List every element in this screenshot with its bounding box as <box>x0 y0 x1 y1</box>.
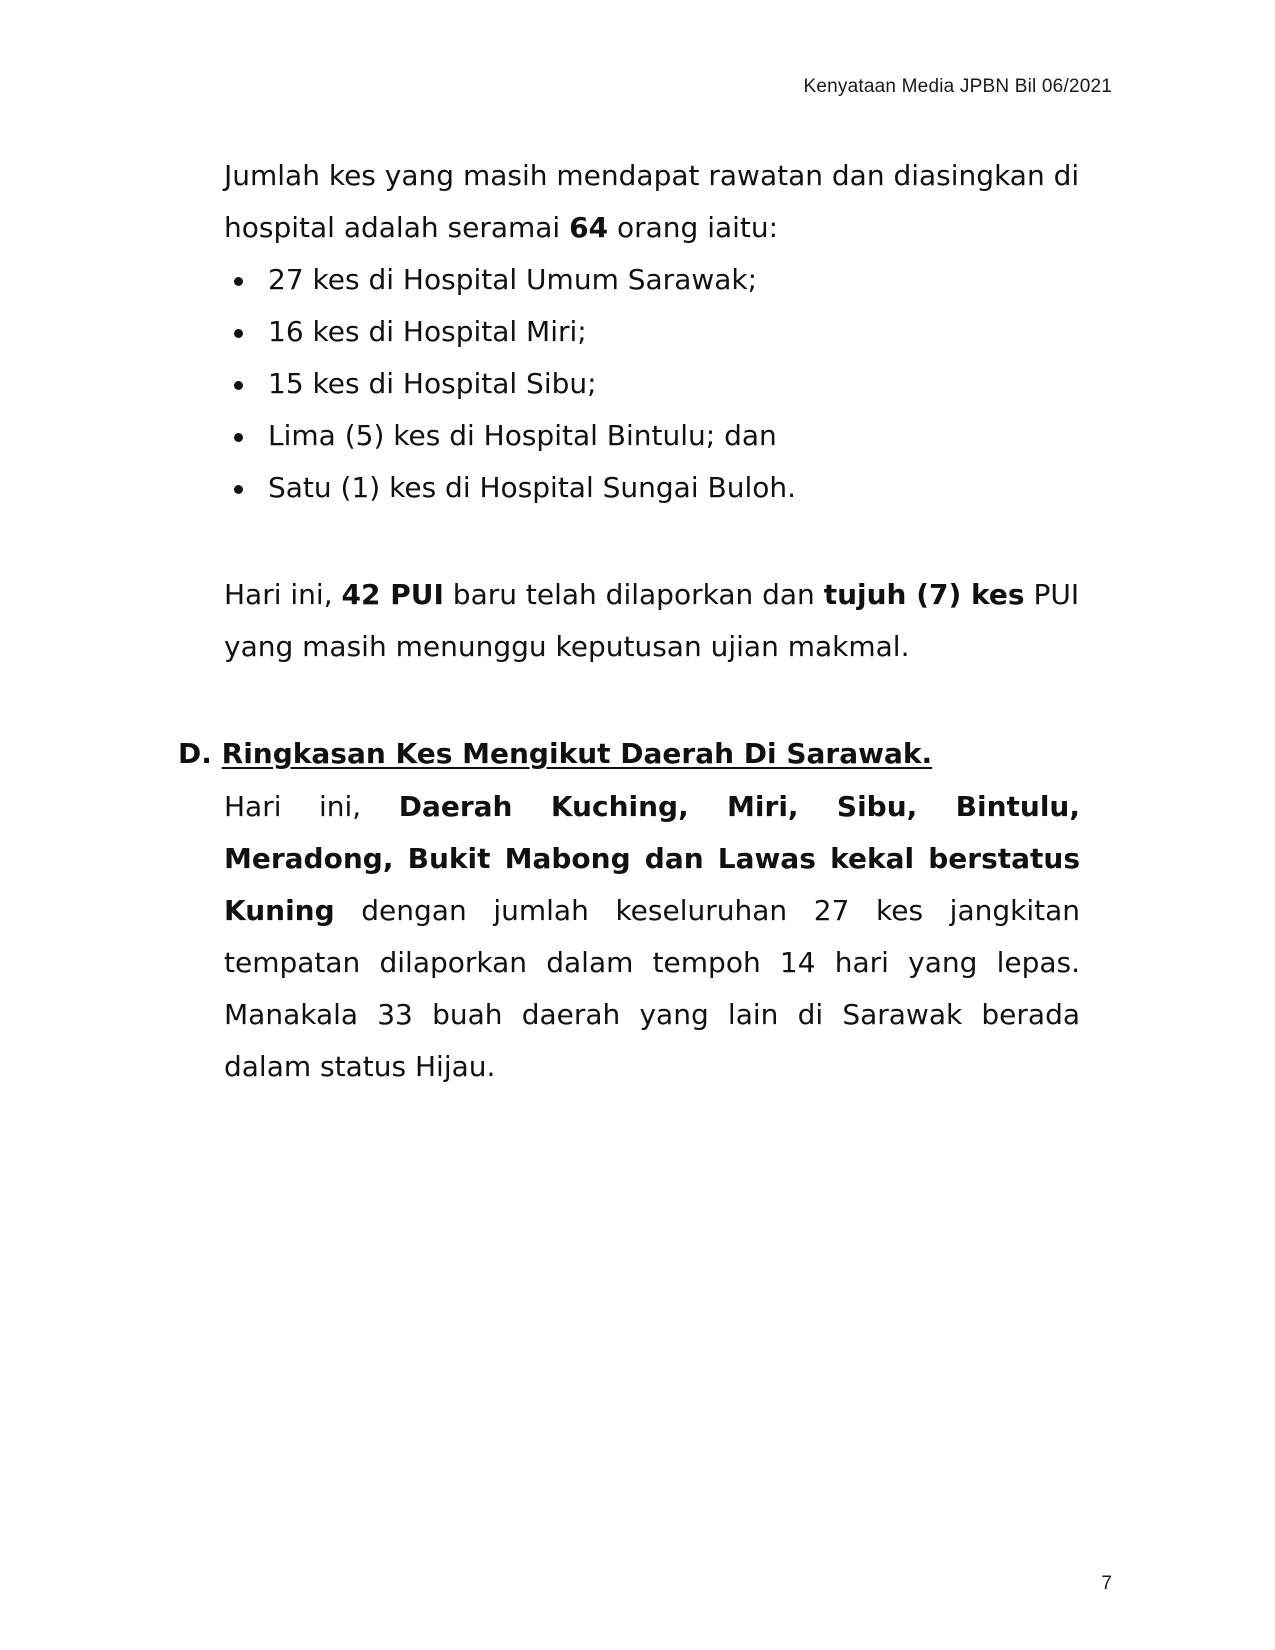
hospital-intro-suffix: orang iaitu: <box>608 211 779 244</box>
bullet-icon <box>234 485 243 494</box>
hospital-intro-text: Jumlah kes yang masih mendapat rawatan dan diasingkan di hospital adalah seramai <box>224 159 1080 244</box>
list-item <box>224 306 796 358</box>
section-letter: D. <box>178 737 212 770</box>
hospital-intro-paragraph <box>224 150 1084 254</box>
list-item <box>224 254 796 306</box>
list-item-text: Satu (1) kes di Hospital Sungai Buloh. <box>268 471 797 504</box>
pui-text: Hari ini, <box>224 578 342 611</box>
list-item-text: 15 kes di Hospital Sibu; <box>268 367 597 400</box>
section-d-heading <box>178 728 932 780</box>
running-header: Kenyataan Media JPBN Bil 06/2021 <box>803 76 1112 97</box>
hospital-list <box>224 254 796 514</box>
page-number: 7 <box>1101 1573 1112 1594</box>
district-text: dengan jumlah keseluruhan 27 kes jangkitan tempatan dilaporkan dalam tempoh 14 hari yang lepas. Manakala 33 buah daerah yang lain di Sarawak berada dalam status Hijau. <box>224 894 1080 1083</box>
hospital-case-count: 64 <box>569 211 609 244</box>
list-item <box>224 358 796 410</box>
pui-pending-count: tujuh (7) kes <box>823 578 1025 611</box>
list-item <box>224 462 796 514</box>
pui-text: PUI yang masih menunggu keputusan ujian makmal. <box>224 578 1080 663</box>
district-yellow-status: Daerah Kuching, Miri, Sibu, Bintulu, Meradong, Bukit Mabong dan Lawas kekal berstatus Kuning <box>224 790 1080 927</box>
district-summary-paragraph <box>224 781 1080 1093</box>
bullet-icon <box>234 433 243 442</box>
pui-new-count: 42 PUI <box>341 578 444 611</box>
list-item-text: 16 kes di Hospital Miri; <box>268 315 587 348</box>
pui-paragraph <box>224 569 1084 673</box>
pui-text: baru telah dilaporkan dan <box>443 578 824 611</box>
bullet-icon <box>234 381 243 390</box>
bullet-icon <box>234 277 243 286</box>
section-title: Ringkasan Kes Mengikut Daerah Di Sarawak. <box>221 737 933 770</box>
bullet-icon <box>234 329 243 338</box>
list-item-text: 27 kes di Hospital Umum Sarawak; <box>268 263 758 296</box>
list-item-text: Lima (5) kes di Hospital Bintulu; dan <box>268 419 777 452</box>
list-item <box>224 410 796 462</box>
district-text: Hari ini, <box>224 790 399 823</box>
